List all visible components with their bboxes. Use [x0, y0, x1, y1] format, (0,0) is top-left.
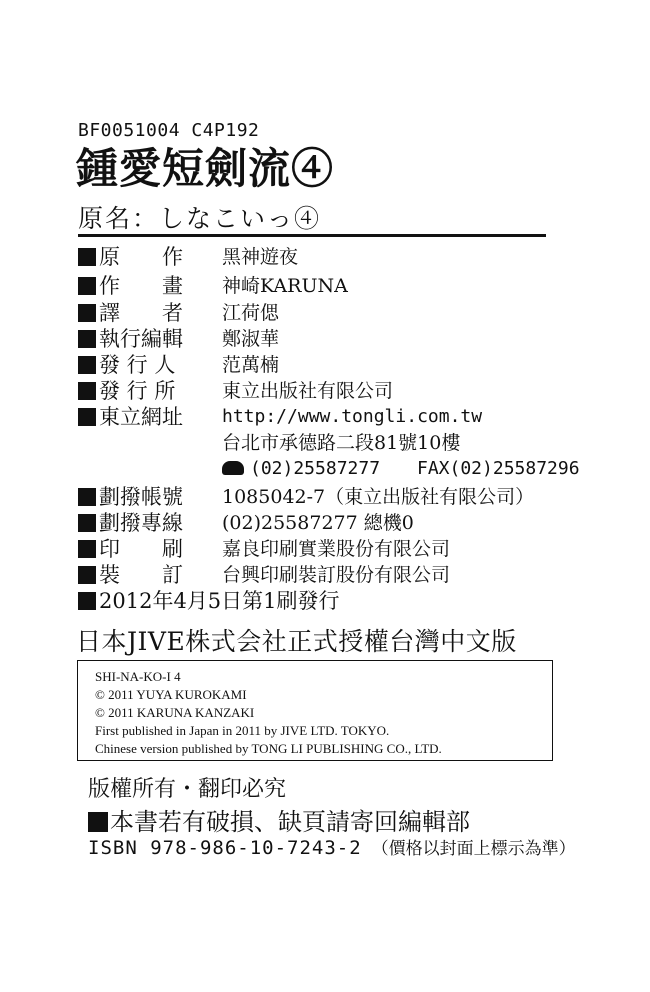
black-square-icon	[78, 540, 96, 558]
credit-value: (02)25587277 總機0	[222, 512, 414, 534]
fax-number: FAX(02)25587296	[417, 458, 580, 479]
credit-row	[78, 300, 199, 326]
credit-row	[78, 378, 199, 404]
address: 台北市承德路二段81號10樓	[222, 432, 461, 454]
credit-value: 黑神遊夜	[222, 246, 299, 268]
original-title: 原名：しなこいっ④	[78, 204, 322, 233]
credit-label: 原 作	[99, 245, 183, 269]
credit-label: 劃撥專線	[99, 511, 183, 535]
black-square-icon	[78, 356, 96, 374]
credit-value: 嘉良印刷實業股份有限公司	[222, 538, 451, 560]
black-square-icon	[78, 330, 96, 348]
copyright-line: SHI-NA-KO-I 4	[95, 669, 181, 684]
credit-value: 江荷偲	[222, 302, 280, 324]
black-square-icon	[78, 304, 96, 322]
black-square-icon	[78, 382, 96, 400]
credit-row	[78, 562, 199, 588]
damage-notice	[88, 802, 470, 837]
copyright-line: © 2011 YUYA KUROKAMI	[95, 687, 247, 702]
credit-label: 發 行 所	[99, 379, 176, 403]
credit-row	[78, 326, 183, 352]
black-square-icon	[78, 277, 96, 295]
title-divider	[78, 234, 546, 237]
black-square-icon	[78, 566, 96, 584]
black-square-icon	[88, 812, 108, 832]
website-url: http://www.tongli.com.tw	[222, 406, 483, 427]
copyright-box	[77, 660, 553, 761]
price-note: （價格以封面上標示為準）	[371, 839, 576, 859]
copyright-line: Chinese version published by TONG LI PUBLISHING CO., LTD.	[95, 741, 442, 756]
authorization-line: 日本JIVE株式会社正式授權台灣中文版	[76, 627, 517, 656]
black-square-icon	[78, 488, 96, 506]
credit-value: 台興印刷裝訂股份有限公司	[222, 564, 451, 586]
telephone-icon	[222, 461, 244, 475]
credit-label: 印 刷	[99, 537, 183, 561]
credit-row	[78, 510, 183, 536]
credit-row	[78, 352, 199, 378]
phone-number: (02)25587277	[250, 458, 381, 479]
credit-value: 東立出版社有限公司	[222, 380, 394, 402]
black-square-icon	[78, 514, 96, 532]
credit-label: 譯 者	[99, 301, 183, 325]
credit-row	[78, 244, 199, 270]
credit-label: 發 行 人	[99, 353, 176, 377]
credit-value: 1085042-7（東立出版社有限公司）	[222, 486, 535, 508]
credit-label: 執行編輯	[99, 327, 183, 351]
publication-date: 2012年4月5日第1刷發行	[99, 589, 340, 613]
black-square-icon	[78, 248, 96, 266]
credit-label: 作 畫	[99, 274, 183, 298]
catalog-code: BF0051004 C4P192	[78, 120, 260, 141]
rights-reserved: 版權所有・翻印必究	[88, 777, 287, 802]
credit-value: 神崎KARUNA	[222, 275, 348, 297]
credit-label: 裝 訂	[99, 563, 183, 587]
black-square-icon	[78, 592, 96, 610]
credit-row	[78, 536, 199, 562]
credit-value: 范萬楠	[222, 354, 280, 376]
isbn: ISBN 978-986-10-7243-2	[88, 837, 362, 859]
credit-row	[78, 273, 199, 299]
isbn-line	[88, 834, 576, 859]
black-square-icon	[78, 408, 96, 426]
pub-date-row	[78, 588, 340, 614]
book-title: 鍾愛短劍流④	[76, 144, 335, 193]
damage-notice-text: 本書若有破損、缺頁請寄回編輯部	[110, 808, 470, 836]
credit-value: 鄭淑華	[222, 328, 280, 350]
credit-label: 東立網址	[99, 405, 183, 429]
credit-row	[78, 404, 183, 430]
copyright-line: © 2011 KARUNA KANZAKI	[95, 705, 255, 720]
credit-row	[78, 484, 183, 510]
phone-fax-line	[222, 456, 380, 482]
copyright-line: First published in Japan in 2011 by JIVE LTD. TOKYO.	[95, 723, 390, 738]
credit-label: 劃撥帳號	[99, 485, 183, 509]
